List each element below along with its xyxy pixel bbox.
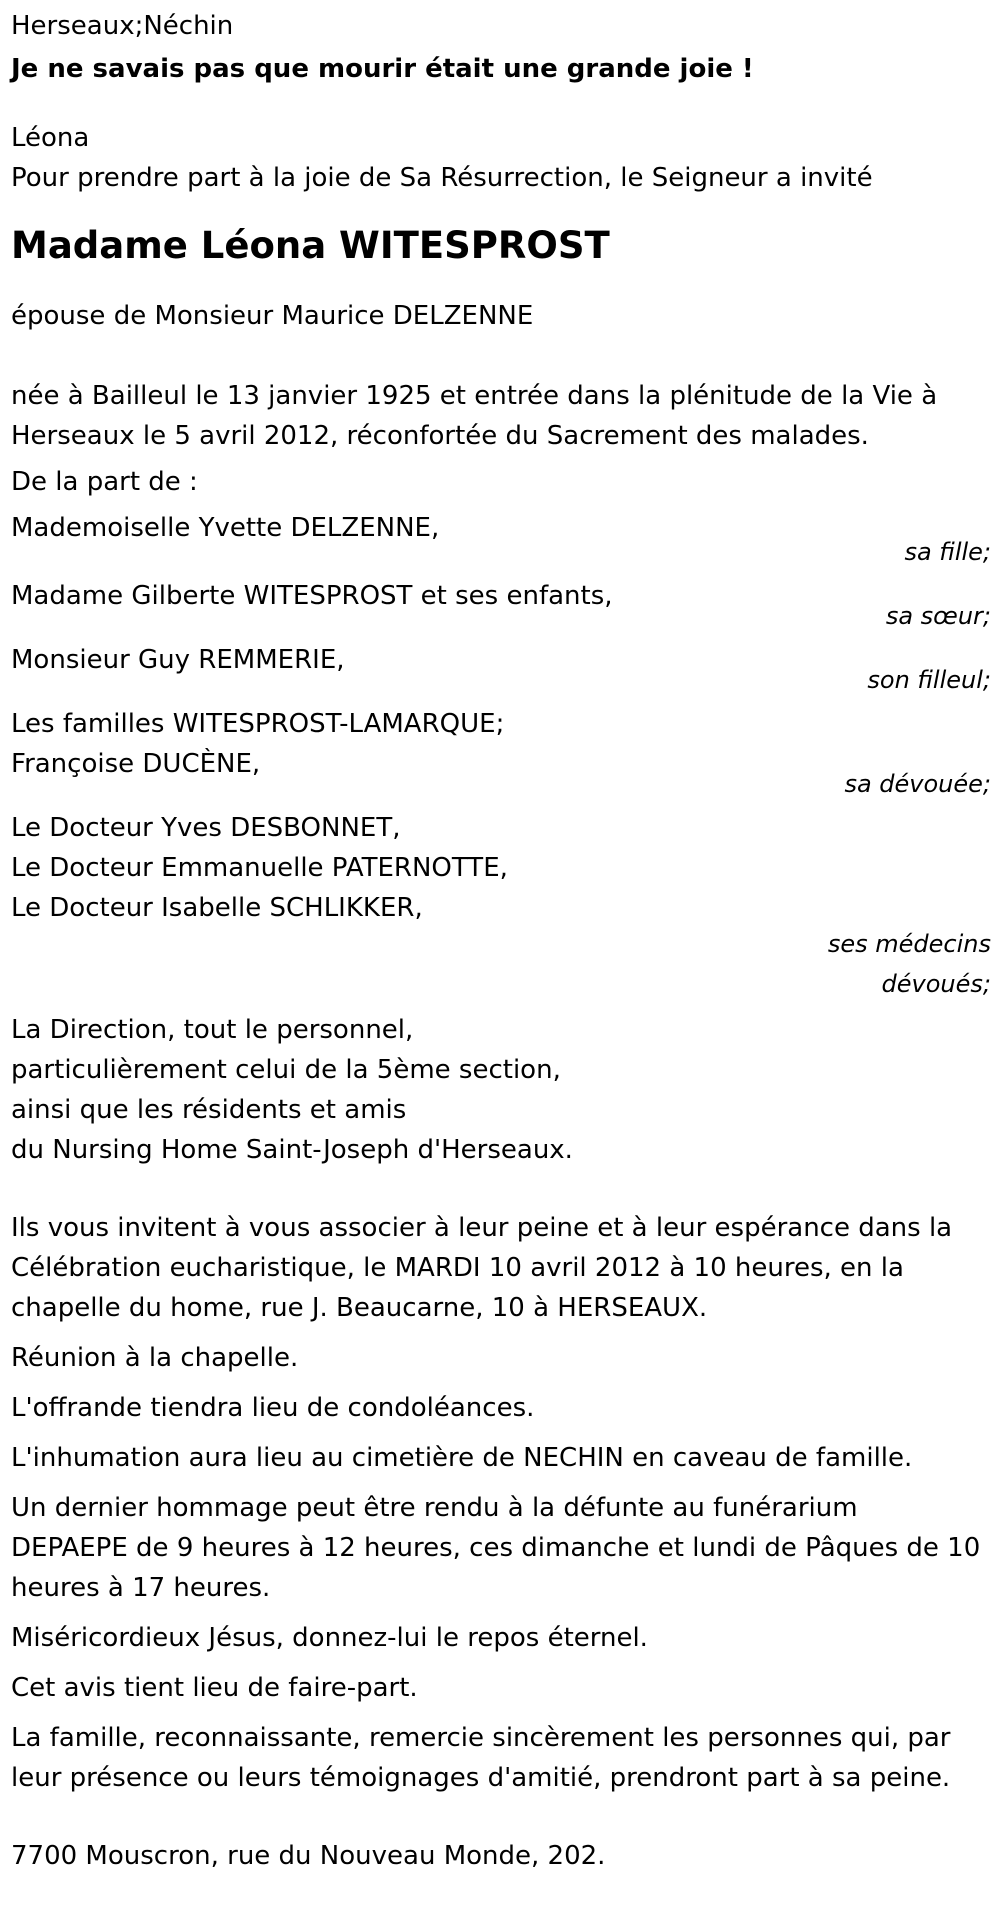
ceremony-invitation (11, 1208, 990, 1328)
thanks-line: leur présence ou leurs témoignages d'amitié, prendront part à sa peine. (11, 1763, 951, 1793)
ceremony-line: chapelle du home, rue J. Beaucarne, 10 à HERSEAUX. (11, 1293, 708, 1323)
family-relation: dévoués; (881, 970, 991, 998)
meeting-line: Réunion à la chapelle. (11, 1343, 299, 1373)
family-member-name: Madame Gilberte WITESPROST et ses enfants, (11, 581, 613, 611)
institution-line: ainsi que les résidents et amis (11, 1095, 407, 1125)
family-member-name: Monsieur Guy REMMERIE, (11, 645, 345, 675)
ceremony-line: Ils vous invitent à vous associer à leur peine et à leur espérance dans la (11, 1213, 953, 1243)
family-relation: sa fille; (904, 538, 991, 566)
invitation-line: Pour prendre part à la joie de Sa Résurrection, le Seigneur a invité (11, 163, 873, 193)
prayer-line: Miséricordieux Jésus, donnez-lui le repos éternel. (11, 1623, 648, 1653)
ceremony-line: Célébration eucharistique, le MARDI 10 avril 2012 à 10 heures, en la (11, 1253, 904, 1283)
family-relation: son filleul; (867, 666, 991, 694)
family-member-name: Les familles WITESPROST-LAMARQUE; (11, 709, 505, 739)
institution-block (11, 1010, 990, 1170)
homage-block (11, 1488, 990, 1608)
family-group-2 (11, 576, 991, 634)
thanks-block (11, 1718, 990, 1798)
first-name: Léona (11, 123, 90, 153)
homage-line: heures à 17 heures. (11, 1573, 271, 1603)
family-member-name: Le Docteur Yves DESBONNET, (11, 813, 401, 843)
family-group-5 (11, 808, 991, 1004)
homage-line: Un dernier hommage peut être rendu à la défunte au funérarium (11, 1493, 858, 1523)
family-member-name: Mademoiselle Yvette DELZENNE, (11, 513, 440, 543)
family-member-name: Le Docteur Isabelle SCHLIKKER, (11, 893, 423, 923)
family-member-name: Le Docteur Emmanuelle PATERNOTTE, (11, 853, 508, 883)
place-line: Herseaux;Néchin (11, 11, 234, 41)
homage-line: DEPAEPE de 9 heures à 12 heures, ces dimanche et lundi de Pâques de 10 (11, 1533, 981, 1563)
address-line: 7700 Mouscron, rue du Nouveau Monde, 202. (11, 1841, 606, 1871)
family-group-4 (11, 704, 991, 802)
family-relation: sa sœur; (885, 602, 991, 630)
motto: Je ne savais pas que mourir était une grande joie ! (11, 54, 754, 84)
notice-line: Cet avis tient lieu de faire-part. (11, 1673, 418, 1703)
thanks-line: La famille, reconnaissante, remercie sincèrement les personnes qui, par (11, 1723, 951, 1753)
burial-line: L'inhumation aura lieu au cimetière de NECHIN en caveau de famille. (11, 1443, 913, 1473)
deceased-name: Madame Léona WITESPROST (11, 224, 610, 267)
birth-death-line-2: Herseaux le 5 avril 2012, réconfortée du Sacrement des malades. (11, 421, 869, 451)
family-relation: ses médecins (827, 930, 991, 958)
family-member-name: Françoise DUCÈNE, (11, 749, 261, 779)
family-heading: De la part de : (11, 467, 198, 497)
offering-line: L'offrande tiendra lieu de condoléances. (11, 1393, 535, 1423)
institution-line: du Nursing Home Saint-Joseph d'Herseaux. (11, 1135, 573, 1165)
spouse-line: épouse de Monsieur Maurice DELZENNE (11, 301, 534, 331)
institution-line: particulièrement celui de la 5ème section, (11, 1055, 561, 1085)
family-group-3 (11, 640, 991, 698)
institution-line: La Direction, tout le personnel, (11, 1015, 414, 1045)
family-group-1 (11, 508, 991, 570)
family-relation: sa dévouée; (844, 770, 991, 798)
birth-death-line-1: née à Bailleul le 13 janvier 1925 et entrée dans la plénitude de la Vie à (11, 381, 938, 411)
